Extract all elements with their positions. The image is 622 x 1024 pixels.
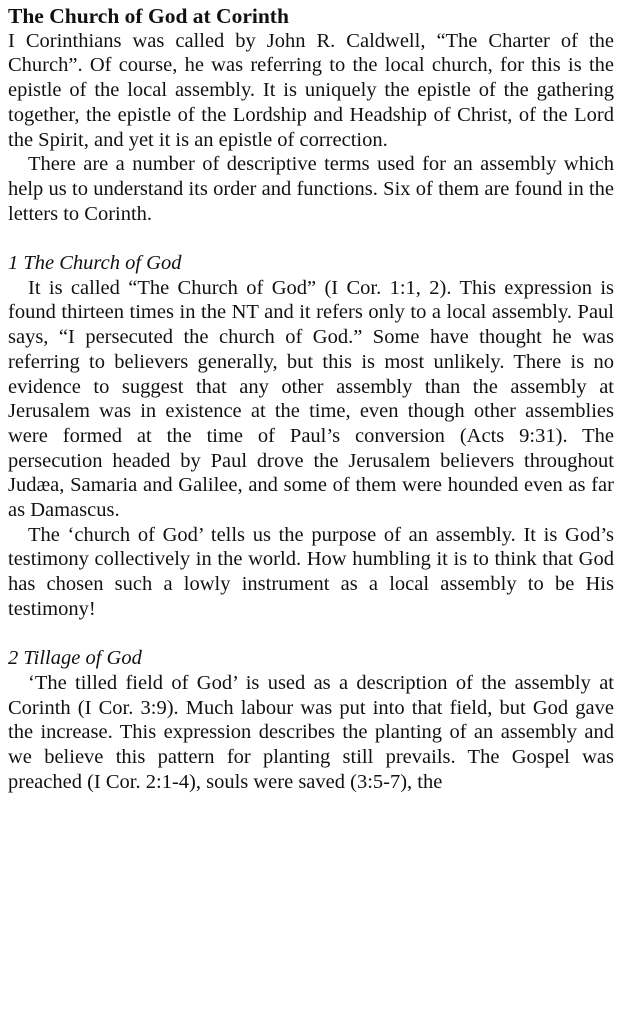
page-title: The Church of God at Corinth <box>8 4 289 28</box>
section-tillage-of-god <box>8 646 614 794</box>
section-spacer <box>8 622 614 647</box>
document-page <box>8 4 614 794</box>
intro-paragraph-2: There are a number of descriptive terms used for an assembly which help us to understand its order and functions. Six of them are found in the letters to Corinth. <box>8 153 614 225</box>
section-paragraph: It is called “The Church of God” (I Cor. 1:1, 2). This expression is found thirteen times in the NT and it refers only to a local assembly. Paul says, “I persecuted the church of God.” Some have thought he was referring to believers generally, but this is most unlikely. There is no evidence to suggest that any other assembly than the assembly at Jerusalem was in existence at the time, even though other assemblies were formed at the time of Paul’s conversion (Acts 9:31). The persecution headed by Paul drove the Jerusalem believers throughout Judæa, Samaria and Galilee, and some of them were hounded even as far as Damascus. <box>8 276 614 522</box>
section-paragraph: The ‘church of God’ tells us the purpose of an assembly. It is God’s testimony collectively in the world. How humbling it is to think that God has chosen such a lowly instrument as a local assembly to be His testimony! <box>8 523 614 620</box>
intro-paragraph-1: I Corinthians was called by John R. Caldwell, “The Charter of the Church”. Of course, he was referring to the local church, for this is the epistle of the local assembly. It is uniquely the epistle of the gathering together, the epistle of the Lordship and Headship of Christ, of the Lord the Spirit, and yet it is an epistle of correction. <box>8 29 614 151</box>
section-paragraph: ‘The tilled field of God’ is used as a description of the assembly at Corinth (I Cor. 3:9). Much labour was put into that field, but God gave the increase. This expression describes the planting of an assembly and we believe this pattern for planting still prevails. The Gospel was preached (I Cor. 2:1-4), souls were saved (3:5-7), the <box>8 671 614 793</box>
section-heading: 2 Tillage of God <box>8 647 142 670</box>
section-church-of-god <box>8 251 614 622</box>
section-heading: 1 The Church of God <box>8 252 182 275</box>
section-spacer <box>8 226 614 251</box>
